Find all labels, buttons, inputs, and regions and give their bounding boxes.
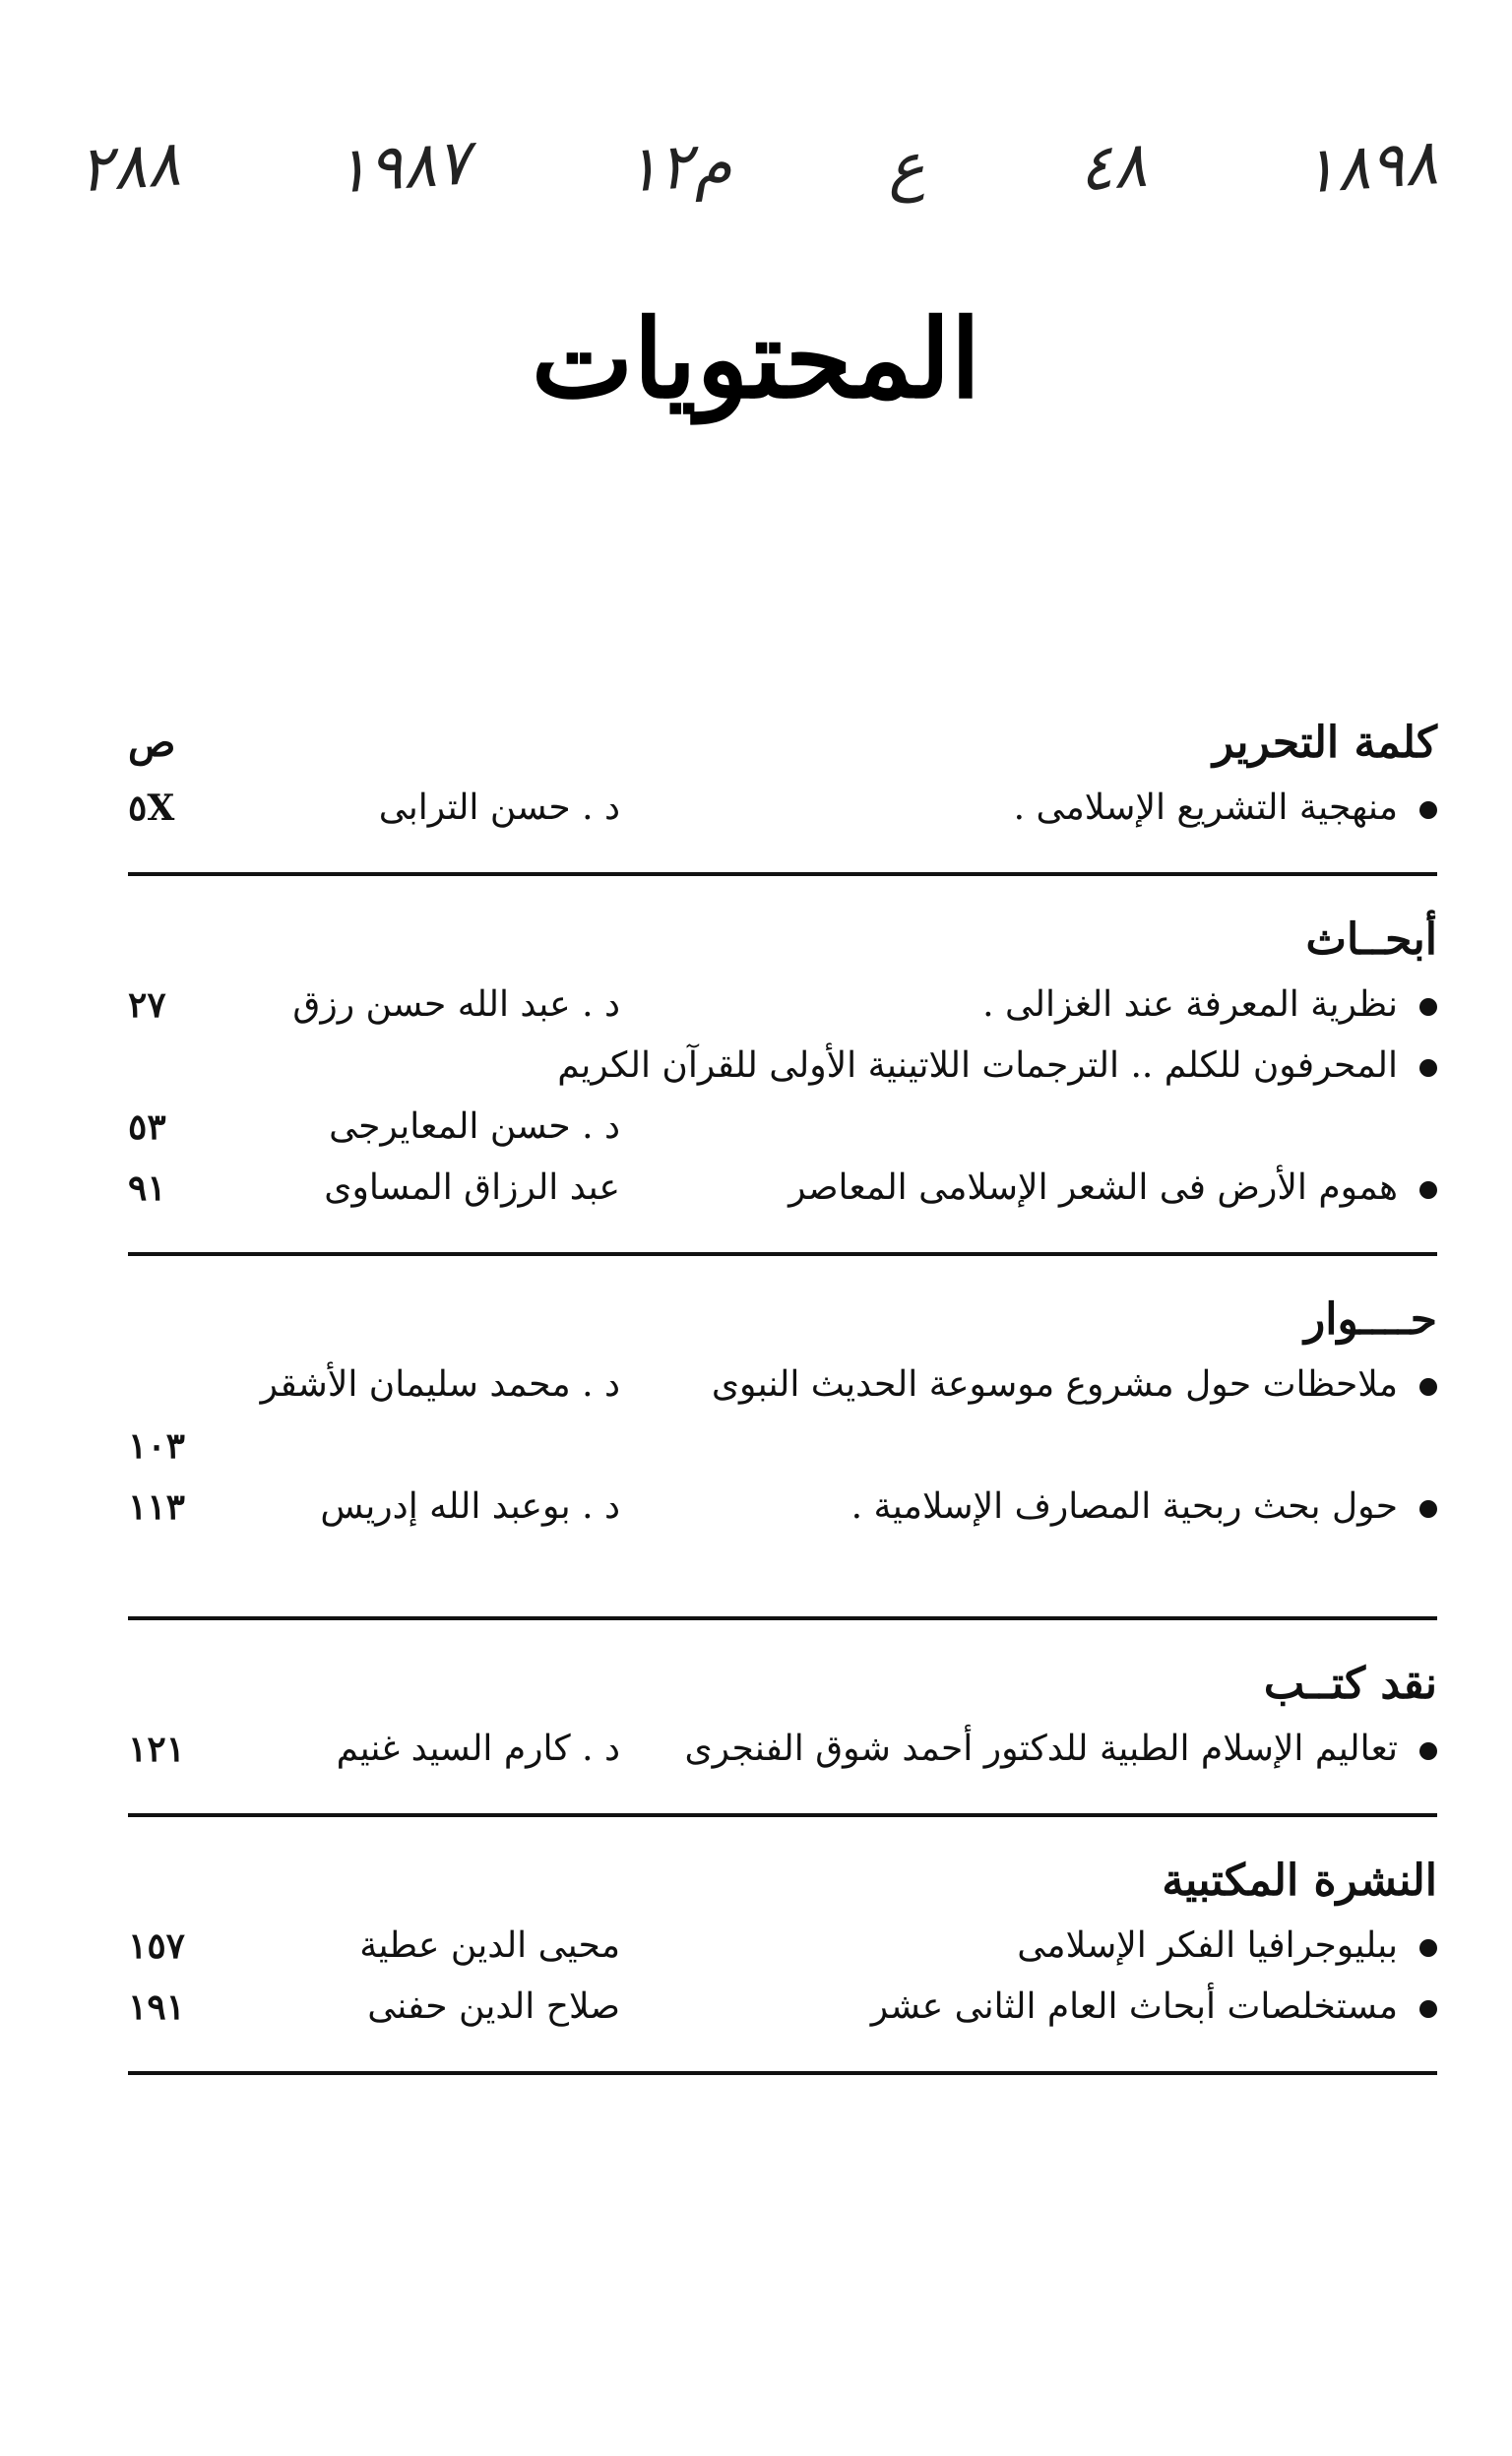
entry-title: منهجية التشريع الإسلامى . [1013,787,1398,828]
bullet-icon [1419,801,1437,819]
bullet-icon [1419,1500,1437,1518]
handwritten-note: ١٨٩٨ [1299,126,1440,209]
section-heading: نقد كتــب [1263,1659,1437,1709]
section-heading: أبحــاث [1305,914,1437,965]
entry-title: مستخلصات أبحاث العام الثانى عشر [870,1986,1398,2027]
bullet-icon [1419,1059,1437,1077]
bullet-icon [1419,1181,1437,1199]
table-of-contents [128,709,1437,2105]
entry-page: ١٠٣ [128,1425,186,1467]
bullet-icon [1419,2000,1437,2018]
entry-title: هموم الأرض فى الشعر الإسلامى المعاصر [788,1167,1398,1208]
toc-section [128,906,1437,1256]
handwritten-note: ٤٨ [1076,128,1150,207]
section-divider [128,1813,1437,1817]
entry-title: ببليوجرافيا الفكر الإسلامى [1017,1925,1398,1966]
entry-author: عبد الرزاق المساوى [324,1167,620,1208]
entry-page: ١٥٧ [128,1925,186,1967]
entry-author: د . حسن المعايرجى [329,1106,620,1147]
bullet-icon [1419,998,1437,1016]
page-title: المحتويات [531,295,981,422]
toc-entry [128,778,1437,839]
toc-section [128,1847,1437,2075]
entry-page: ٥٣ [128,1106,166,1148]
toc-section [128,1650,1437,1817]
entry-title: تعاليم الإسلام الطبية للدكتور أحمد شوق الفنجرى [684,1729,1398,1769]
toc-entry [128,1977,1437,2038]
toc-entry [128,1354,1437,1477]
page-column-label: ص [128,720,176,766]
section-heading: كلمة التحرير [1213,718,1437,768]
handwritten-mark: X [147,787,175,829]
bullet-icon [1419,1378,1437,1396]
toc-section [128,1286,1437,1620]
toc-entry [128,1477,1437,1538]
entry-page: ١٢١ [128,1729,186,1770]
entry-author: د . بوعبد الله إدريس [320,1486,620,1527]
entry-title: المحرفون للكلم .. الترجمات اللاتينية الأولى للقرآن الكريم [557,1045,1398,1086]
entry-author: د . كارم السيد غنيم [336,1729,620,1769]
handwritten-note: ١٩٨٧ [333,126,473,209]
section-heading: حــــوار [1304,1294,1437,1345]
toc-entry [128,1916,1437,1977]
handwritten-note: ع [884,129,927,206]
entry-page: ١٩١ [128,1986,186,2028]
entry-page: ٢٧ [128,984,166,1026]
toc-entry [128,975,1437,1036]
entry-page: ٥ [128,787,148,829]
toc-entry [128,1719,1437,1780]
entry-author: د . محمد سليمان الأشقر [260,1364,620,1405]
bullet-icon [1419,1939,1437,1957]
section-divider [128,2071,1437,2075]
section-heading: النشرة المكتبية [1162,1856,1437,1906]
entry-page: ٩١ [128,1167,166,1209]
toc-section [128,709,1437,876]
toc-entry [128,1036,1437,1158]
section-divider [128,1252,1437,1256]
bullet-icon [1419,1742,1437,1760]
entry-page: ١١٣ [128,1486,186,1528]
handwritten-notes [76,94,1440,241]
entry-author: صلاح الدين حفنى [367,1986,620,2027]
entry-title: ملاحظات حول مشروع موسوعة الحديث النبوى [711,1364,1398,1405]
section-divider [128,872,1437,876]
entry-author: محيى الدين عطية [359,1925,620,1966]
entry-author: د . حسن الترابى [378,787,620,828]
handwritten-note: ٢٨٨ [76,127,183,208]
section-divider [128,1616,1437,1620]
entry-title: نظرية المعرفة عند الغزالى . [982,984,1398,1025]
toc-entry [128,1158,1437,1219]
entry-title: حول بحث ربحية المصارف الإسلامية . [850,1486,1398,1527]
entry-author: د . عبد الله حسن رزق [292,984,620,1025]
handwritten-note: م١٢ [622,127,735,208]
